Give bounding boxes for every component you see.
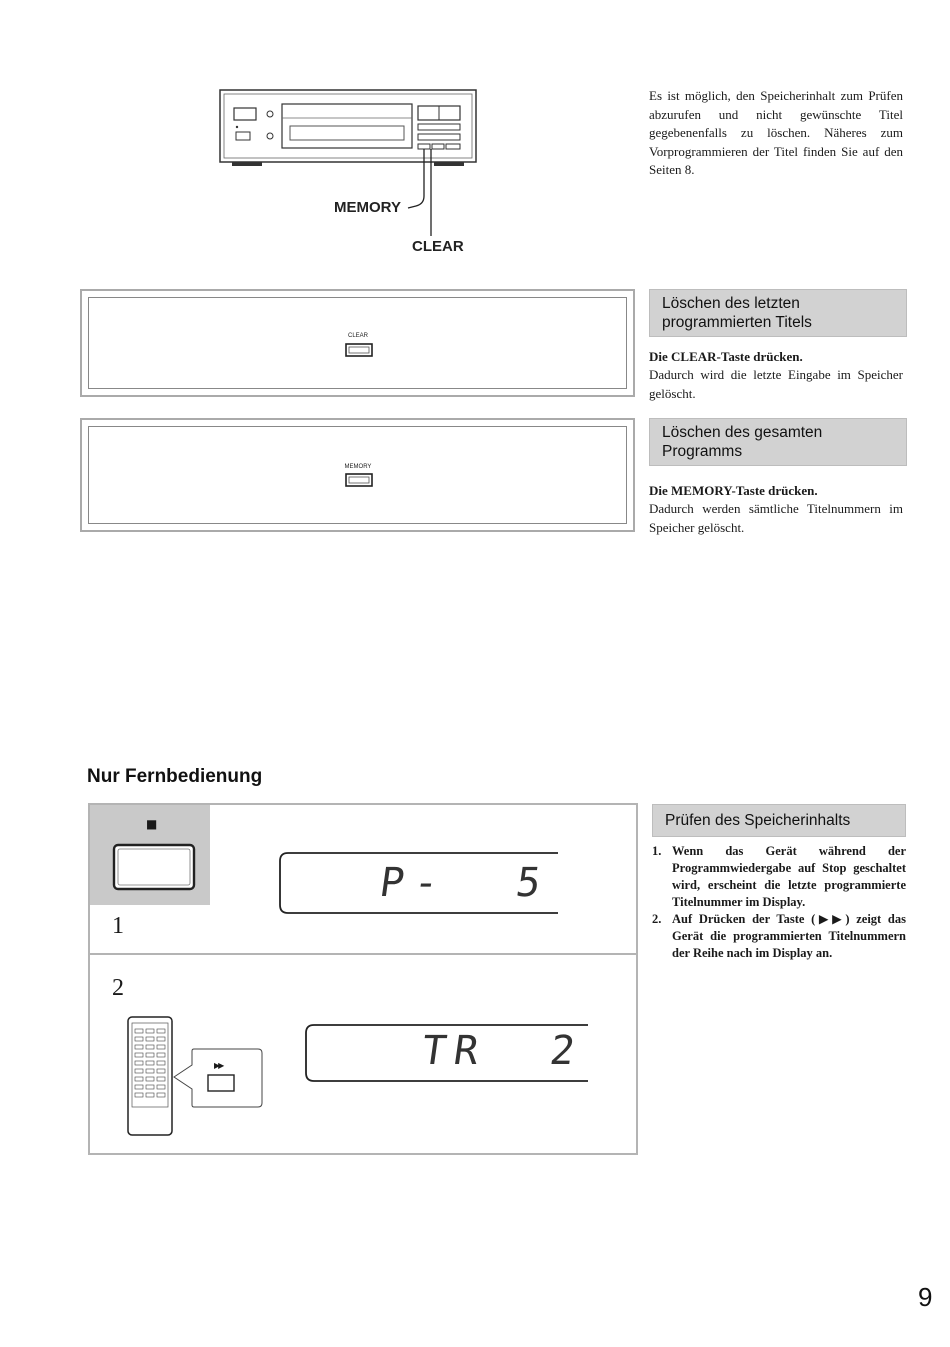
step2-number: 2 xyxy=(112,975,124,1001)
clear-button-label: CLEAR xyxy=(347,333,368,339)
intro-paragraph: Es ist möglich, den Speicherinhalt zum Prüfen abzurufen und nicht gewünschte Titel gegebenenfalls zu löschen. Näheres zum Vorprogrammieren der Titel finden Sie auf den Seiten 8. xyxy=(649,88,903,177)
check-step-1 xyxy=(652,843,906,911)
display-step1-text: P- 5 xyxy=(376,860,554,906)
memory-button-label: MEMORY xyxy=(344,464,372,470)
display-step2-text: TR 2 xyxy=(418,1028,586,1074)
clear-all-instruction: Die MEMORY-Taste drücken. xyxy=(649,483,818,498)
step1-panel xyxy=(88,803,638,955)
remote-section-title: Nur Fernbedienung xyxy=(87,766,263,787)
page-number: 9 xyxy=(918,1282,933,1312)
check-step-2 xyxy=(652,911,906,962)
clear-all-heading: Löschen des gesamten Programms xyxy=(649,418,907,466)
check-step-2-number: 2. xyxy=(652,912,662,926)
clear-callout-label: CLEAR xyxy=(412,238,464,255)
step1-number: 1 xyxy=(112,913,124,939)
check-memory-steps xyxy=(652,843,906,962)
memory-button-panel xyxy=(80,418,635,532)
check-step-2-text: Auf Drücken der Taste (▶▶) zeigt das Gerät die programmierten Titelnummern der Reihe nach im Display an. xyxy=(672,912,906,960)
fast-forward-icon: ▶▶ xyxy=(214,1061,223,1070)
clear-last-instruction: Die CLEAR-Taste drücken. xyxy=(649,349,803,364)
check-step-1-number: 1. xyxy=(652,844,662,858)
stop-button-icon xyxy=(112,843,196,896)
clear-button-panel xyxy=(80,289,635,397)
clear-button-icon xyxy=(345,343,373,362)
memory-callout-label: MEMORY xyxy=(334,199,401,216)
check-step-1-text: Wenn das Gerät während der Programmwiedergabe auf Stop geschaltet wird, erscheint die letzte programmierte Titelnummer im Display. xyxy=(672,844,906,909)
clear-all-description: Dadurch werden sämtliche Titelnummern im Speicher gelöscht. xyxy=(649,501,903,535)
ff-button-callout xyxy=(170,1047,264,1114)
stop-symbol-icon: ■ xyxy=(146,817,158,831)
memory-button-icon xyxy=(345,473,373,492)
remote-control-icon xyxy=(126,1015,174,1142)
step2-panel xyxy=(88,955,638,1155)
check-memory-heading: Prüfen des Speicherinhalts xyxy=(652,804,906,837)
clear-last-heading: Löschen des letzten programmierten Titels xyxy=(649,289,907,337)
clear-last-description: Dadurch wird die letzte Eingabe im Speicher gelöscht. xyxy=(649,367,903,401)
